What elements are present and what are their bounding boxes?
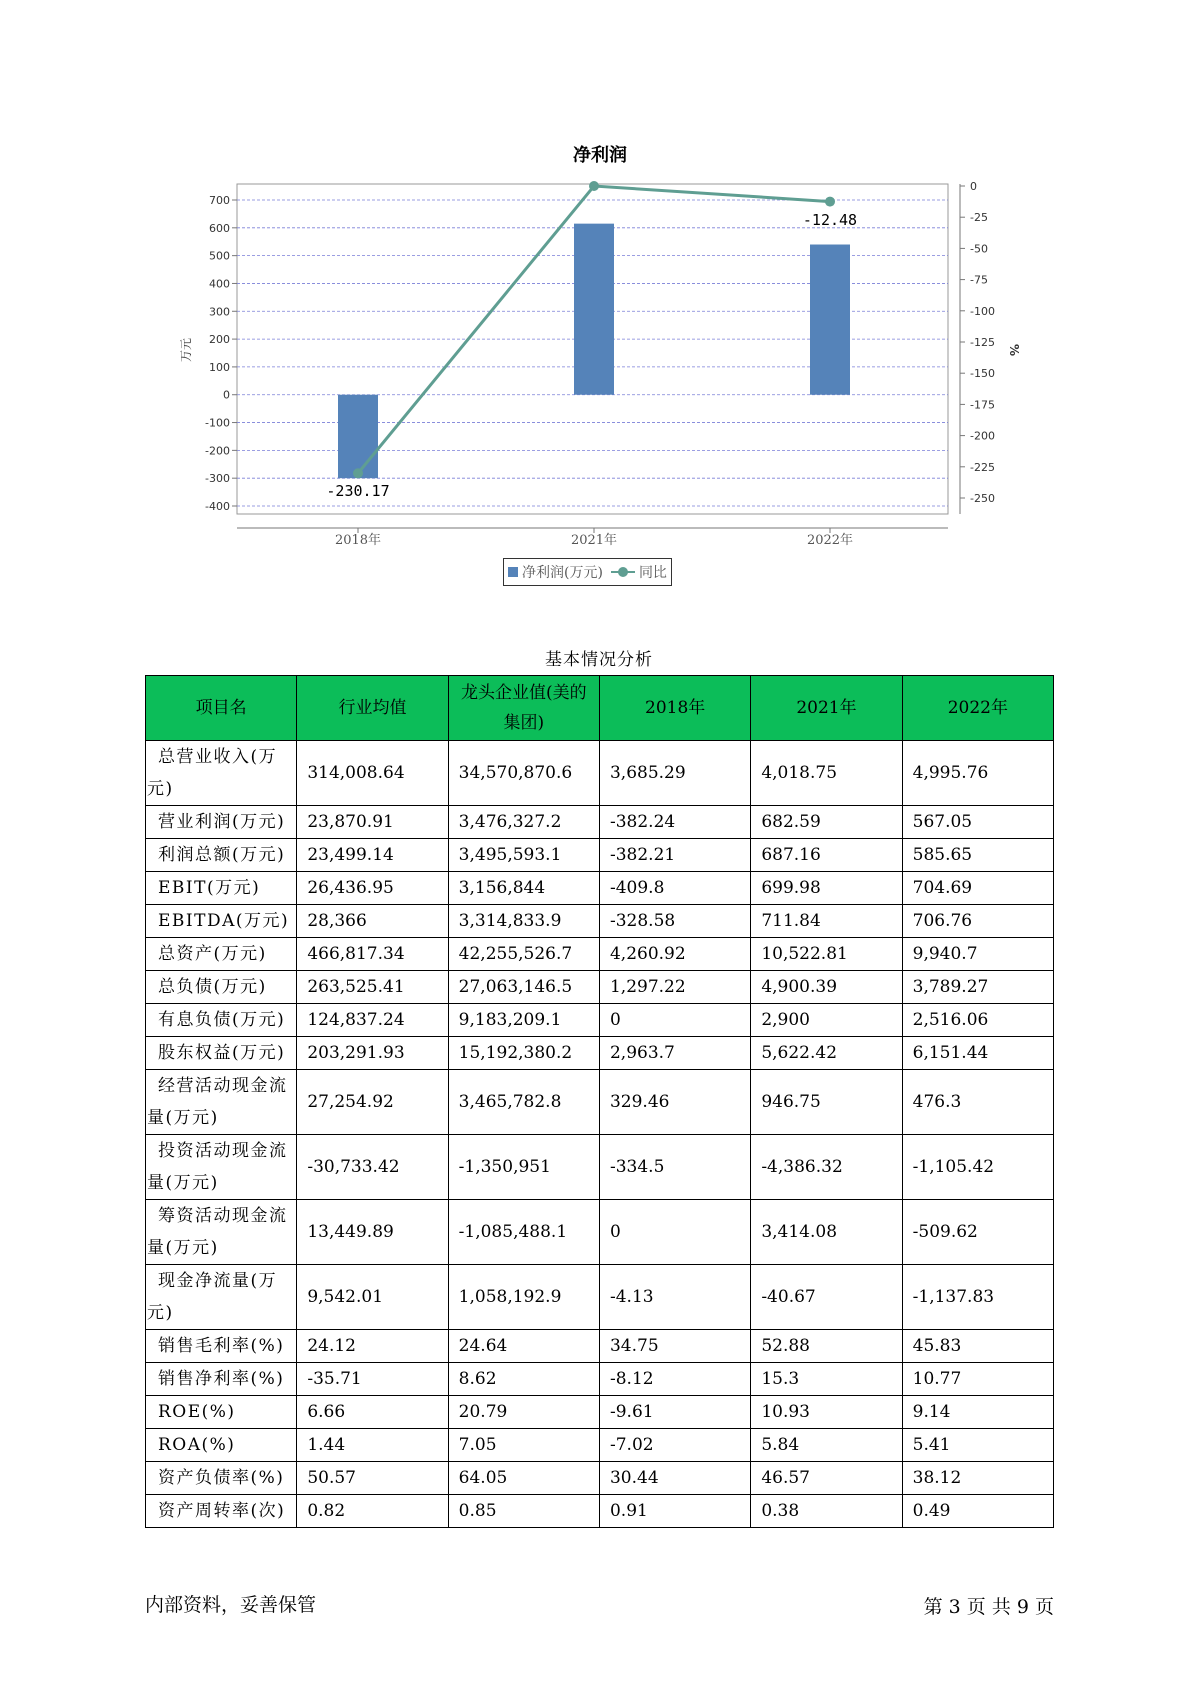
row-name: 现金净流量(万元)	[147, 1271, 278, 1323]
value-cell: -409.8	[599, 872, 750, 905]
y2-tick-label: -250	[970, 492, 995, 505]
y2-tick-label: -150	[970, 367, 995, 381]
row-name: 利润总额(万元)	[158, 845, 286, 865]
y-tick-label: 500	[209, 249, 230, 263]
value-cell: 1.44	[297, 1429, 448, 1462]
value-cell: -328.58	[599, 905, 750, 938]
row-name-cell	[146, 1330, 297, 1363]
column-header: 项目名	[146, 676, 297, 741]
y-tick-label: 0	[223, 388, 230, 402]
legend-label-bar: 净利润(万元)	[522, 565, 603, 581]
chart-legend	[503, 558, 672, 586]
table-row	[146, 1495, 1054, 1528]
y2-tick-label: -75	[970, 273, 988, 287]
value-cell: 682.59	[751, 806, 902, 839]
y2-tick-label: -200	[970, 429, 995, 443]
value-cell: 0	[599, 1200, 750, 1265]
y-axis-label: 万元	[179, 337, 193, 363]
value-cell: 4,260.92	[599, 938, 750, 971]
table-row	[146, 806, 1054, 839]
row-name: ROA(%)	[158, 1435, 236, 1455]
value-cell: 23,870.91	[297, 806, 448, 839]
value-cell: 27,254.92	[297, 1070, 448, 1135]
value-cell: 42,255,526.7	[448, 938, 599, 971]
row-name: 销售净利率(%)	[158, 1369, 285, 1389]
value-cell: -8.12	[599, 1363, 750, 1396]
y-tick-label: -400	[205, 500, 230, 513]
value-cell: 45.83	[902, 1330, 1053, 1363]
value-cell: 9,183,209.1	[448, 1004, 599, 1037]
value-cell: 2,516.06	[902, 1004, 1053, 1037]
row-name: 资产周转率(次)	[158, 1501, 286, 1521]
table-row	[146, 872, 1054, 905]
table-row	[146, 1462, 1054, 1495]
y-tick-label: 100	[209, 360, 230, 374]
row-name-cell	[146, 905, 297, 938]
value-cell: 9,542.01	[297, 1265, 448, 1330]
row-name: ROE(%)	[158, 1402, 236, 1422]
value-cell: 28,366	[297, 905, 448, 938]
value-cell: 15,192,380.2	[448, 1037, 599, 1070]
row-name-cell	[146, 1135, 297, 1200]
value-cell: 476.3	[902, 1070, 1053, 1135]
value-cell: -1,085,488.1	[448, 1200, 599, 1265]
row-name: 总资产(万元)	[158, 944, 267, 964]
row-name: 股东权益(万元)	[158, 1043, 286, 1063]
value-cell: 1,297.22	[599, 971, 750, 1004]
analysis-table	[145, 675, 1054, 1528]
table-row	[146, 1135, 1054, 1200]
value-cell: 124,837.24	[297, 1004, 448, 1037]
table-row	[146, 839, 1054, 872]
column-header: 龙头企业值(美的集团)	[448, 676, 599, 741]
value-cell: 567.05	[902, 806, 1053, 839]
yoy-point-2018年	[353, 468, 363, 478]
value-cell: 3,414.08	[751, 1200, 902, 1265]
value-cell: -334.5	[599, 1135, 750, 1200]
value-cell: 946.75	[751, 1070, 902, 1135]
value-cell: 52.88	[751, 1330, 902, 1363]
row-name-cell	[146, 872, 297, 905]
value-cell: 13,449.89	[297, 1200, 448, 1265]
table-row	[146, 1396, 1054, 1429]
row-name-cell	[146, 839, 297, 872]
value-cell: 34,570,870.6	[448, 741, 599, 806]
bar-2018年	[338, 395, 378, 478]
row-name: 资产负债率(%)	[158, 1468, 285, 1488]
bar-2022年	[810, 245, 850, 395]
value-cell: 0	[599, 1004, 750, 1037]
value-cell: 5.84	[751, 1429, 902, 1462]
chart-svg	[0, 0, 1191, 600]
value-cell: 1,058,192.9	[448, 1265, 599, 1330]
yoy-point-2021年	[589, 181, 599, 191]
footer-page-number: 第 3 页 共 9 页	[923, 1596, 1054, 1618]
column-header: 2018年	[599, 676, 750, 741]
value-cell: 2,900	[751, 1004, 902, 1037]
row-name-cell	[146, 1363, 297, 1396]
table-row	[146, 1265, 1054, 1330]
bar-legend-swatch	[508, 567, 518, 577]
value-cell: 24.12	[297, 1330, 448, 1363]
value-cell: 10.77	[902, 1363, 1053, 1396]
row-name-cell	[146, 806, 297, 839]
y-tick-label: -300	[205, 472, 230, 486]
x-tick-label: 2018年	[334, 533, 382, 548]
value-cell: -1,105.42	[902, 1135, 1053, 1200]
y-tick-label: -100	[205, 416, 230, 430]
table-caption: 基本情况分析	[545, 650, 653, 670]
row-name-cell	[146, 741, 297, 806]
chart-title: 净利润	[573, 145, 627, 166]
legend-label-line: 同比	[638, 565, 667, 581]
value-cell: 329.46	[599, 1070, 750, 1135]
row-name: 总营业收入(万元)	[147, 747, 278, 799]
row-name: 经营活动现金流量(万元)	[147, 1076, 288, 1128]
y2-axis-label: %	[1007, 343, 1021, 357]
value-cell: 711.84	[751, 905, 902, 938]
value-cell: 0.49	[902, 1495, 1053, 1528]
table-row	[146, 1070, 1054, 1135]
row-name-cell	[146, 1004, 297, 1037]
row-name-cell	[146, 1037, 297, 1070]
row-name-cell	[146, 1200, 297, 1265]
value-cell: 314,008.64	[297, 741, 448, 806]
row-name-cell	[146, 938, 297, 971]
value-cell: 699.98	[751, 872, 902, 905]
net-profit-chart	[0, 0, 1191, 600]
value-cell: -1,350,951	[448, 1135, 599, 1200]
value-cell: 0.85	[448, 1495, 599, 1528]
value-cell: -9.61	[599, 1396, 750, 1429]
value-cell: 5,622.42	[751, 1037, 902, 1070]
value-cell: -382.21	[599, 839, 750, 872]
value-cell: -35.71	[297, 1363, 448, 1396]
value-cell: 3,465,782.8	[448, 1070, 599, 1135]
row-name: 销售毛利率(%)	[158, 1336, 285, 1356]
value-cell: 20.79	[448, 1396, 599, 1429]
table-row	[146, 971, 1054, 1004]
y-tick-label: 700	[209, 194, 230, 207]
y2-tick-label: -125	[970, 336, 995, 349]
row-name-cell	[146, 1462, 297, 1495]
value-cell: 3,495,593.1	[448, 839, 599, 872]
value-cell: 26,436.95	[297, 872, 448, 905]
table-row	[146, 1429, 1054, 1462]
row-name: EBIT(万元)	[158, 878, 261, 898]
value-cell: 30.44	[599, 1462, 750, 1495]
row-name-cell	[146, 1396, 297, 1429]
value-cell: 24.64	[448, 1330, 599, 1363]
value-cell: 4,018.75	[751, 741, 902, 806]
value-cell: 3,156,844	[448, 872, 599, 905]
value-cell: 2,963.7	[599, 1037, 750, 1070]
row-name: 营业利润(万元)	[158, 812, 286, 832]
table-row	[146, 1200, 1054, 1265]
data-label-2022: -12.48	[802, 211, 858, 229]
value-cell: 704.69	[902, 872, 1053, 905]
value-cell: 0.91	[599, 1495, 750, 1528]
value-cell: 34.75	[599, 1330, 750, 1363]
table-row	[146, 938, 1054, 971]
row-name: 总负债(万元)	[158, 977, 267, 997]
line-legend-marker	[611, 567, 635, 577]
row-name-cell	[146, 1070, 297, 1135]
table-row	[146, 1363, 1054, 1396]
row-name-cell	[146, 1495, 297, 1528]
value-cell: 466,817.34	[297, 938, 448, 971]
yoy-point-2022年	[825, 197, 835, 207]
table-row	[146, 741, 1054, 806]
value-cell: 5.41	[902, 1429, 1053, 1462]
table-row	[146, 1330, 1054, 1363]
value-cell: 687.16	[751, 839, 902, 872]
y2-tick-label: -25	[970, 211, 988, 225]
value-cell: 263,525.41	[297, 971, 448, 1004]
table-header-row	[146, 676, 1054, 741]
value-cell: 3,314,833.9	[448, 905, 599, 938]
row-name-cell	[146, 1429, 297, 1462]
value-cell: -4.13	[599, 1265, 750, 1330]
column-header: 行业均值	[297, 676, 448, 741]
value-cell: -40.67	[751, 1265, 902, 1330]
row-name-cell	[146, 1265, 297, 1330]
value-cell: 706.76	[902, 905, 1053, 938]
row-name: 有息负债(万元)	[158, 1010, 286, 1030]
y2-tick-label: -50	[970, 242, 988, 256]
value-cell: -1,137.83	[902, 1265, 1053, 1330]
table-row	[146, 1004, 1054, 1037]
value-cell: 10,522.81	[751, 938, 902, 971]
x-tick-label: 2022年	[806, 533, 854, 548]
y-tick-label: 300	[209, 305, 230, 319]
value-cell: 38.12	[902, 1462, 1053, 1495]
value-cell: -509.62	[902, 1200, 1053, 1265]
y2-tick-label: 0	[970, 180, 977, 193]
row-name: 投资活动现金流量(万元)	[147, 1141, 288, 1193]
value-cell: 3,476,327.2	[448, 806, 599, 839]
value-cell: 27,063,146.5	[448, 971, 599, 1004]
value-cell: 3,789.27	[902, 971, 1053, 1004]
value-cell: -7.02	[599, 1429, 750, 1462]
value-cell: -4,386.32	[751, 1135, 902, 1200]
footer-confidential: 内部资料，妥善保管	[145, 1594, 317, 1616]
value-cell: 6.66	[297, 1396, 448, 1429]
value-cell: 64.05	[448, 1462, 599, 1495]
value-cell: 7.05	[448, 1429, 599, 1462]
value-cell: 23,499.14	[297, 839, 448, 872]
value-cell: -382.24	[599, 806, 750, 839]
y-tick-label: -200	[205, 444, 230, 458]
row-name-cell	[146, 971, 297, 1004]
value-cell: 0.38	[751, 1495, 902, 1528]
value-cell: 0.82	[297, 1495, 448, 1528]
table-body	[146, 741, 1054, 1528]
value-cell: -30,733.42	[297, 1135, 448, 1200]
x-tick-label: 2021年	[570, 533, 618, 548]
row-name: EBITDA(万元)	[158, 911, 290, 931]
value-cell: 6,151.44	[902, 1037, 1053, 1070]
column-header: 2022年	[902, 676, 1053, 741]
value-cell: 46.57	[751, 1462, 902, 1495]
value-cell: 9.14	[902, 1396, 1053, 1429]
value-cell: 10.93	[751, 1396, 902, 1429]
y2-tick-label: -175	[970, 398, 995, 412]
value-cell: 4,900.39	[751, 971, 902, 1004]
value-cell: 203,291.93	[297, 1037, 448, 1070]
bar-2021年	[574, 224, 614, 395]
value-cell: 4,995.76	[902, 741, 1053, 806]
table-row	[146, 1037, 1054, 1070]
row-name: 筹资活动现金流量(万元)	[147, 1206, 288, 1258]
table-row	[146, 905, 1054, 938]
y2-tick-label: -100	[970, 304, 995, 318]
value-cell: 15.3	[751, 1363, 902, 1396]
value-cell: 585.65	[902, 839, 1053, 872]
data-label-2018: -230.17	[326, 482, 390, 500]
value-cell: 50.57	[297, 1462, 448, 1495]
y2-tick-label: -225	[970, 460, 995, 474]
value-cell: 3,685.29	[599, 741, 750, 806]
y-tick-label: 200	[209, 333, 230, 347]
y-tick-label: 600	[209, 221, 230, 235]
value-cell: 9,940.7	[902, 938, 1053, 971]
value-cell: 8.62	[448, 1363, 599, 1396]
y-tick-label: 400	[209, 277, 230, 291]
column-header: 2021年	[751, 676, 902, 741]
